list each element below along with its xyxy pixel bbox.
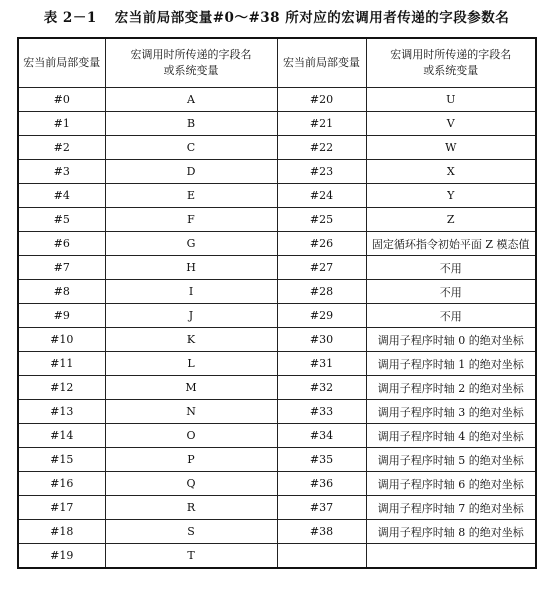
header-field-name-right-line1: 宏调用时所传递的字段名 bbox=[390, 48, 512, 61]
header-field-name-left-line2: 或系统变量 bbox=[163, 64, 219, 77]
cell-local-variable-left: #6 bbox=[18, 232, 105, 256]
cell-local-variable-right: #27 bbox=[277, 256, 366, 280]
cell-field-name-right: 调用子程序时轴 1 的绝对坐标 bbox=[366, 352, 536, 376]
cell-field-name-right: 调用子程序时轴 7 的绝对坐标 bbox=[366, 496, 536, 520]
cell-local-variable-left: #18 bbox=[18, 520, 105, 544]
cell-local-variable-left: #19 bbox=[18, 544, 105, 569]
cell-field-name-right: 不用 bbox=[366, 304, 536, 328]
cell-field-name-left: Q bbox=[105, 472, 277, 496]
cell-field-name-left: B bbox=[105, 112, 277, 136]
cell-local-variable-right bbox=[277, 544, 366, 569]
table-row bbox=[18, 496, 536, 520]
header-field-name-right-line2: 或系统变量 bbox=[423, 64, 479, 77]
table-row bbox=[18, 400, 536, 424]
header-field-name-left-line1: 宏调用时所传递的字段名 bbox=[130, 48, 252, 61]
cell-field-name-right: 调用子程序时轴 4 的绝对坐标 bbox=[366, 424, 536, 448]
cell-local-variable-left: #11 bbox=[18, 352, 105, 376]
header-field-name-left bbox=[105, 38, 277, 88]
cell-local-variable-left: #7 bbox=[18, 256, 105, 280]
cell-field-name-right: Z bbox=[366, 208, 536, 232]
cell-field-name-left: J bbox=[105, 304, 277, 328]
cell-local-variable-right: #30 bbox=[277, 328, 366, 352]
cell-local-variable-left: #0 bbox=[18, 88, 105, 112]
cell-local-variable-right: #34 bbox=[277, 424, 366, 448]
cell-local-variable-right: #26 bbox=[277, 232, 366, 256]
table-row bbox=[18, 352, 536, 376]
table-row bbox=[18, 208, 536, 232]
cell-local-variable-right: #28 bbox=[277, 280, 366, 304]
cell-local-variable-left: #1 bbox=[18, 112, 105, 136]
table-title: 宏当前局部变量#0～#38 所对应的宏调用者传递的字段参数名 bbox=[114, 10, 510, 26]
cell-local-variable-right: #22 bbox=[277, 136, 366, 160]
cell-local-variable-left: #4 bbox=[18, 184, 105, 208]
cell-local-variable-left: #3 bbox=[18, 160, 105, 184]
table-row bbox=[18, 544, 536, 569]
cell-field-name-left: K bbox=[105, 328, 277, 352]
cell-field-name-left: O bbox=[105, 424, 277, 448]
cell-local-variable-left: #17 bbox=[18, 496, 105, 520]
cell-field-name-right: 调用子程序时轴 3 的绝对坐标 bbox=[366, 400, 536, 424]
table-row bbox=[18, 88, 536, 112]
header-local-variable-right: 宏当前局部变量 bbox=[277, 38, 366, 88]
header-local-variable-left: 宏当前局部变量 bbox=[18, 38, 105, 88]
cell-field-name-right: 调用子程序时轴 2 的绝对坐标 bbox=[366, 376, 536, 400]
cell-field-name-left: R bbox=[105, 496, 277, 520]
header-row bbox=[18, 38, 536, 88]
cell-local-variable-right: #38 bbox=[277, 520, 366, 544]
table-row bbox=[18, 304, 536, 328]
table-row bbox=[18, 472, 536, 496]
cell-field-name-left: S bbox=[105, 520, 277, 544]
cell-local-variable-right: #36 bbox=[277, 472, 366, 496]
table-row bbox=[18, 520, 536, 544]
cell-field-name-left: N bbox=[105, 400, 277, 424]
cell-field-name-right: 调用子程序时轴 0 的绝对坐标 bbox=[366, 328, 536, 352]
cell-field-name-left: T bbox=[105, 544, 277, 569]
cell-local-variable-left: #10 bbox=[18, 328, 105, 352]
table-row bbox=[18, 184, 536, 208]
macro-variable-table bbox=[17, 37, 537, 569]
cell-field-name-right: 调用子程序时轴 6 的绝对坐标 bbox=[366, 472, 536, 496]
cell-field-name-left: I bbox=[105, 280, 277, 304]
table-row bbox=[18, 376, 536, 400]
cell-local-variable-right: #23 bbox=[277, 160, 366, 184]
cell-field-name-left: P bbox=[105, 448, 277, 472]
cell-field-name-right: 不用 bbox=[366, 280, 536, 304]
cell-field-name-right: W bbox=[366, 136, 536, 160]
cell-local-variable-right: #35 bbox=[277, 448, 366, 472]
cell-local-variable-right: #31 bbox=[277, 352, 366, 376]
cell-local-variable-right: #20 bbox=[277, 88, 366, 112]
table-body bbox=[18, 88, 536, 569]
table-row bbox=[18, 424, 536, 448]
table-row bbox=[18, 160, 536, 184]
cell-field-name-right: Y bbox=[366, 184, 536, 208]
cell-local-variable-left: #13 bbox=[18, 400, 105, 424]
cell-field-name-right: 不用 bbox=[366, 256, 536, 280]
cell-field-name-right: U bbox=[366, 88, 536, 112]
cell-local-variable-left: #5 bbox=[18, 208, 105, 232]
cell-field-name-right: 固定循环指令初始平面 Z 模态值 bbox=[366, 232, 536, 256]
table-row bbox=[18, 232, 536, 256]
cell-field-name-left: F bbox=[105, 208, 277, 232]
cell-local-variable-right: #37 bbox=[277, 496, 366, 520]
cell-local-variable-left: #14 bbox=[18, 424, 105, 448]
table-row bbox=[18, 328, 536, 352]
table-row bbox=[18, 256, 536, 280]
cell-field-name-left: L bbox=[105, 352, 277, 376]
cell-local-variable-right: #25 bbox=[277, 208, 366, 232]
cell-local-variable-right: #21 bbox=[277, 112, 366, 136]
cell-field-name-right: 调用子程序时轴 8 的绝对坐标 bbox=[366, 520, 536, 544]
cell-local-variable-left: #9 bbox=[18, 304, 105, 328]
cell-local-variable-right: #32 bbox=[277, 376, 366, 400]
cell-field-name-right: 调用子程序时轴 5 的绝对坐标 bbox=[366, 448, 536, 472]
cell-local-variable-right: #24 bbox=[277, 184, 366, 208]
cell-field-name-right: V bbox=[366, 112, 536, 136]
cell-field-name-left: A bbox=[105, 88, 277, 112]
cell-local-variable-left: #16 bbox=[18, 472, 105, 496]
cell-field-name-right bbox=[366, 544, 536, 569]
cell-field-name-left: D bbox=[105, 160, 277, 184]
cell-local-variable-left: #15 bbox=[18, 448, 105, 472]
table-number: 表 2－1 bbox=[43, 10, 97, 26]
cell-local-variable-right: #33 bbox=[277, 400, 366, 424]
cell-local-variable-left: #2 bbox=[18, 136, 105, 160]
table-row bbox=[18, 448, 536, 472]
cell-local-variable-right: #29 bbox=[277, 304, 366, 328]
table-caption bbox=[0, 6, 553, 26]
cell-field-name-left: E bbox=[105, 184, 277, 208]
cell-field-name-left: H bbox=[105, 256, 277, 280]
cell-field-name-left: G bbox=[105, 232, 277, 256]
cell-local-variable-left: #8 bbox=[18, 280, 105, 304]
cell-field-name-left: C bbox=[105, 136, 277, 160]
cell-local-variable-left: #12 bbox=[18, 376, 105, 400]
table-row bbox=[18, 280, 536, 304]
header-field-name-right bbox=[366, 38, 536, 88]
table-row bbox=[18, 112, 536, 136]
table-row bbox=[18, 136, 536, 160]
cell-field-name-right: X bbox=[366, 160, 536, 184]
cell-field-name-left: M bbox=[105, 376, 277, 400]
